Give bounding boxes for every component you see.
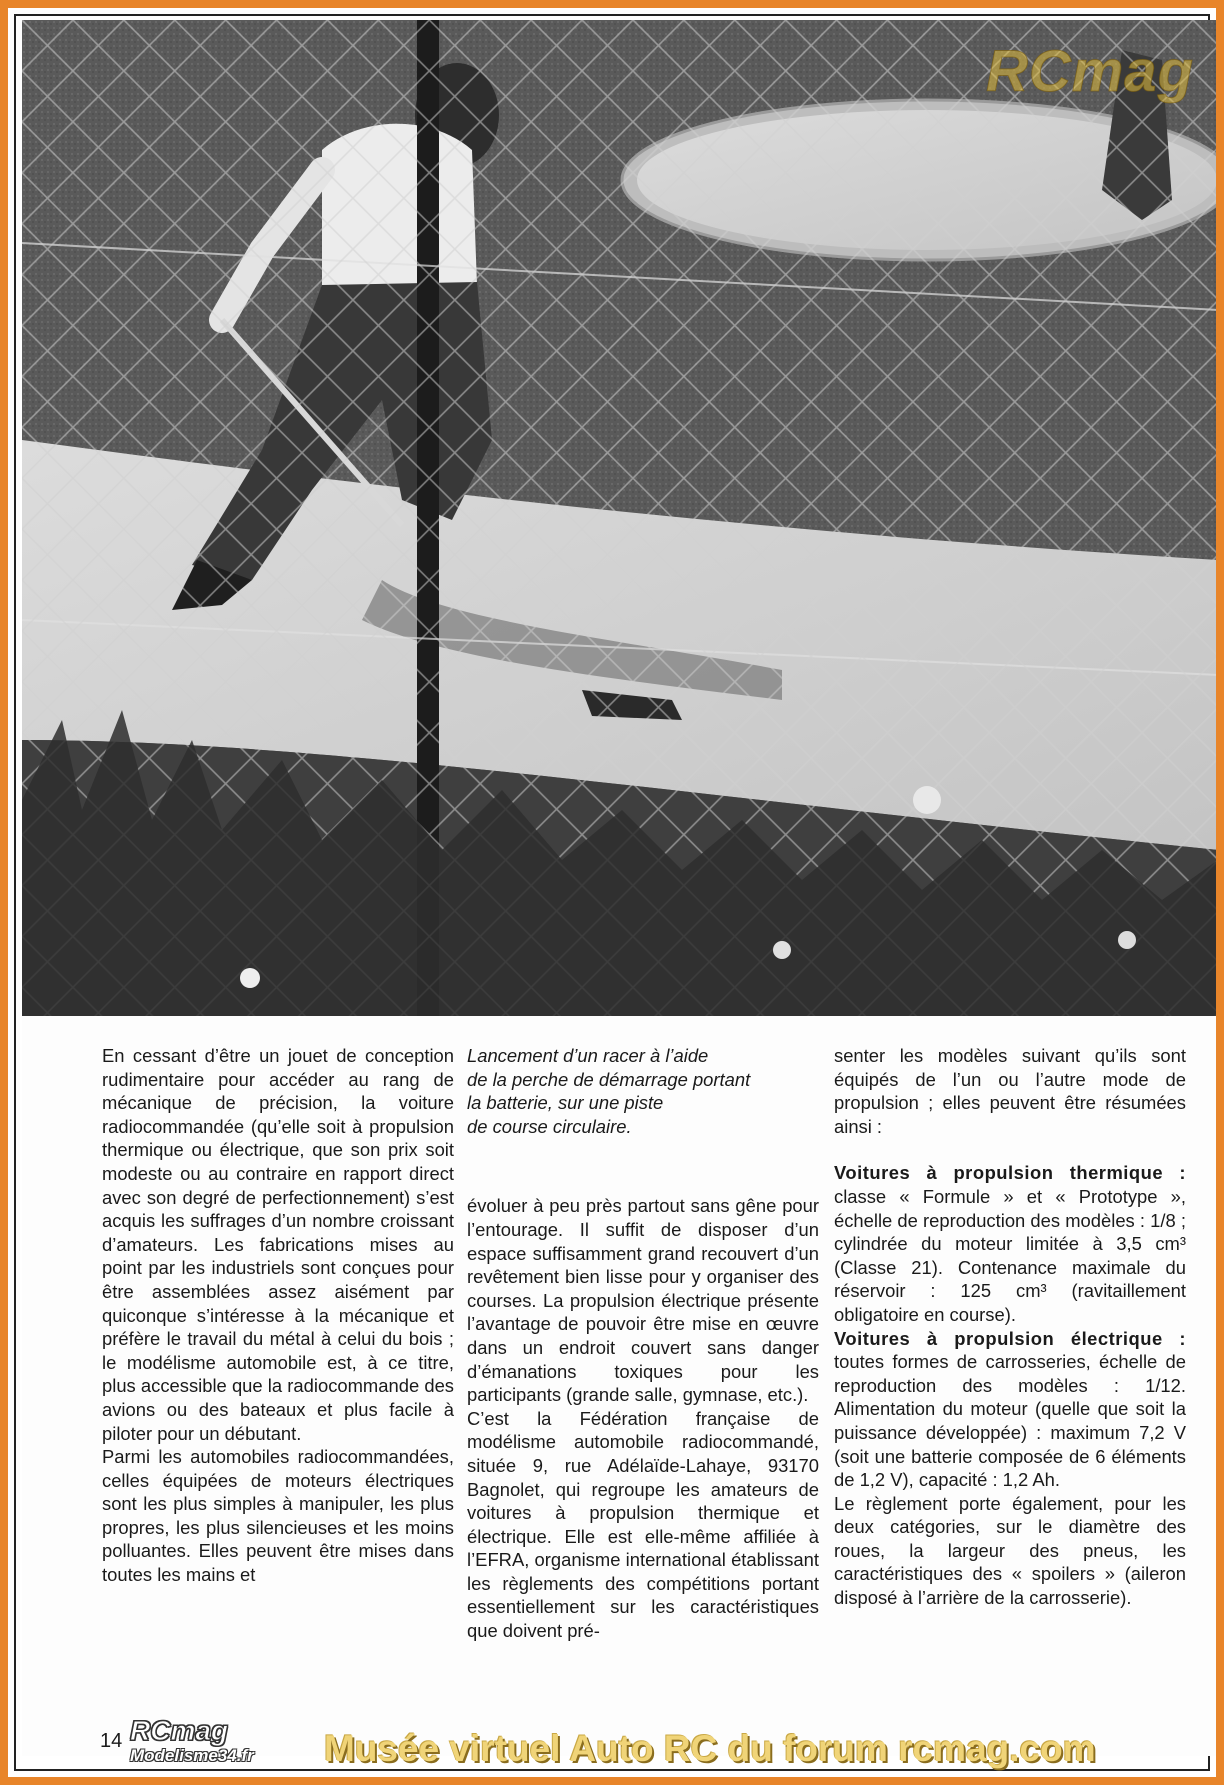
column-2 [467, 1044, 819, 1643]
electric-text: toutes formes de carrosseries, échelle de reproduction des modèles : 1/12. Alimentation du moteur (quelle que soit la puissance développée) : maximum 7,2 V (soit une batterie composée de 6 éléments de 1,2 V), capacité : 1,2 Ah. [834, 1351, 1186, 1491]
footer-logo-line1: RCmag [130, 1715, 229, 1746]
article-text [22, 1016, 1218, 1756]
thermal-text: classe « Formule » et « Prototype », échelle de reproduction des modèles : 1/8 ; cylindrée du moteur limitée à 3,5 cm³ (Classe 21). Contenance maximale du réservoir : 125 cm³ (ravitaillement obligatoire en course). [834, 1185, 1186, 1325]
thermal-section [834, 1161, 1186, 1326]
footer-logo [130, 1717, 330, 1773]
photo [22, 20, 1218, 1016]
photo-caption: Lancement d’un racer à l’aide de la perche de démarrage portant la batterie, sur une piste de course circulaire. [467, 1045, 751, 1137]
paragraph: senter les modèles suivant qu’ils sont équipés de l’un ou l’autre mode de propulsion ; elles peuvent être résumées ainsi : [834, 1045, 1186, 1137]
paragraph: Parmi les automobiles radiocommandées, celles équipées de moteurs électriques sont les plus simples à manipuler, les plus propres, les plus silencieuses et les moins polluantes. Elles peuvent être mises dans toutes les mains et [102, 1446, 454, 1586]
thermal-heading: Voitures à propulsion thermique : [834, 1162, 1186, 1184]
photo-illustration [22, 20, 1218, 1016]
paragraph: évoluer à peu près partout sans gêne pour l’entourage. Il suffit de disposer d’un espace suffisamment grand recouvert d’un revêtement bien lisse pour y organiser des courses. La propulsion électrique présente l’avantage de pouvoir être mise en œuvre dans un endroit couvert sans danger d’émanations toxiques pour les participants (grande salle, gymnase, etc.). [467, 1195, 819, 1406]
electric-section [834, 1327, 1186, 1492]
rcmag-watermark-logo: RCmag [985, 39, 1194, 104]
electric-heading: Voitures à propulsion électrique : [834, 1327, 1186, 1349]
column-3 [834, 1044, 1186, 1610]
footer-logo-line2: Modelisme34.fr [130, 1746, 254, 1765]
column-1 [102, 1044, 454, 1587]
footer-banner: Musée virtuel Auto RC du forum rcmag.com [324, 1728, 1096, 1769]
paragraph: Le règlement porte également, pour les deux catégories, sur le diamètre des roues, la largeur des pneus, les caractéristiques des « spoilers » (aileron disposé à l’arrière de la carrosserie). [834, 1492, 1186, 1609]
page-number: 14 [100, 1730, 123, 1752]
paragraph: En cessant d’être un jouet de conception rudimentaire pour accéder au rang de mécanique de précision, la voiture radiocommandée (qu’elle soit à propulsion thermique ou électrique, que son prix soit modeste ou au contraire en rapport direct avec son degré de perfectionnement) s’est acquis les suffrages d’un nombre croissant d’amateurs. Les fabrications mises au point par les industriels sont conçues pour être assemblées assez aisément par quiconque s’intéresse à la mécanique et préfère le travail du métal à celui du bois ; le modélisme automobile est, à ce titre, plus accessible que la radiocommande des avions ou des bateaux et plus facile à piloter pour un débutant. [102, 1045, 454, 1444]
paragraph: C’est la Fédération française de modélisme automobile radiocommandé, située 9, rue Adélaïde-Lahaye, 93170 Bagnolet, qui regroupe les amateurs de voitures à propulsion thermique et électrique. Elle est elle-même affiliée à l’EFRA, organisme international établissant les règlements des compétitions portant essentiellement sur les caractéristiques que doivent pré- [467, 1407, 819, 1642]
